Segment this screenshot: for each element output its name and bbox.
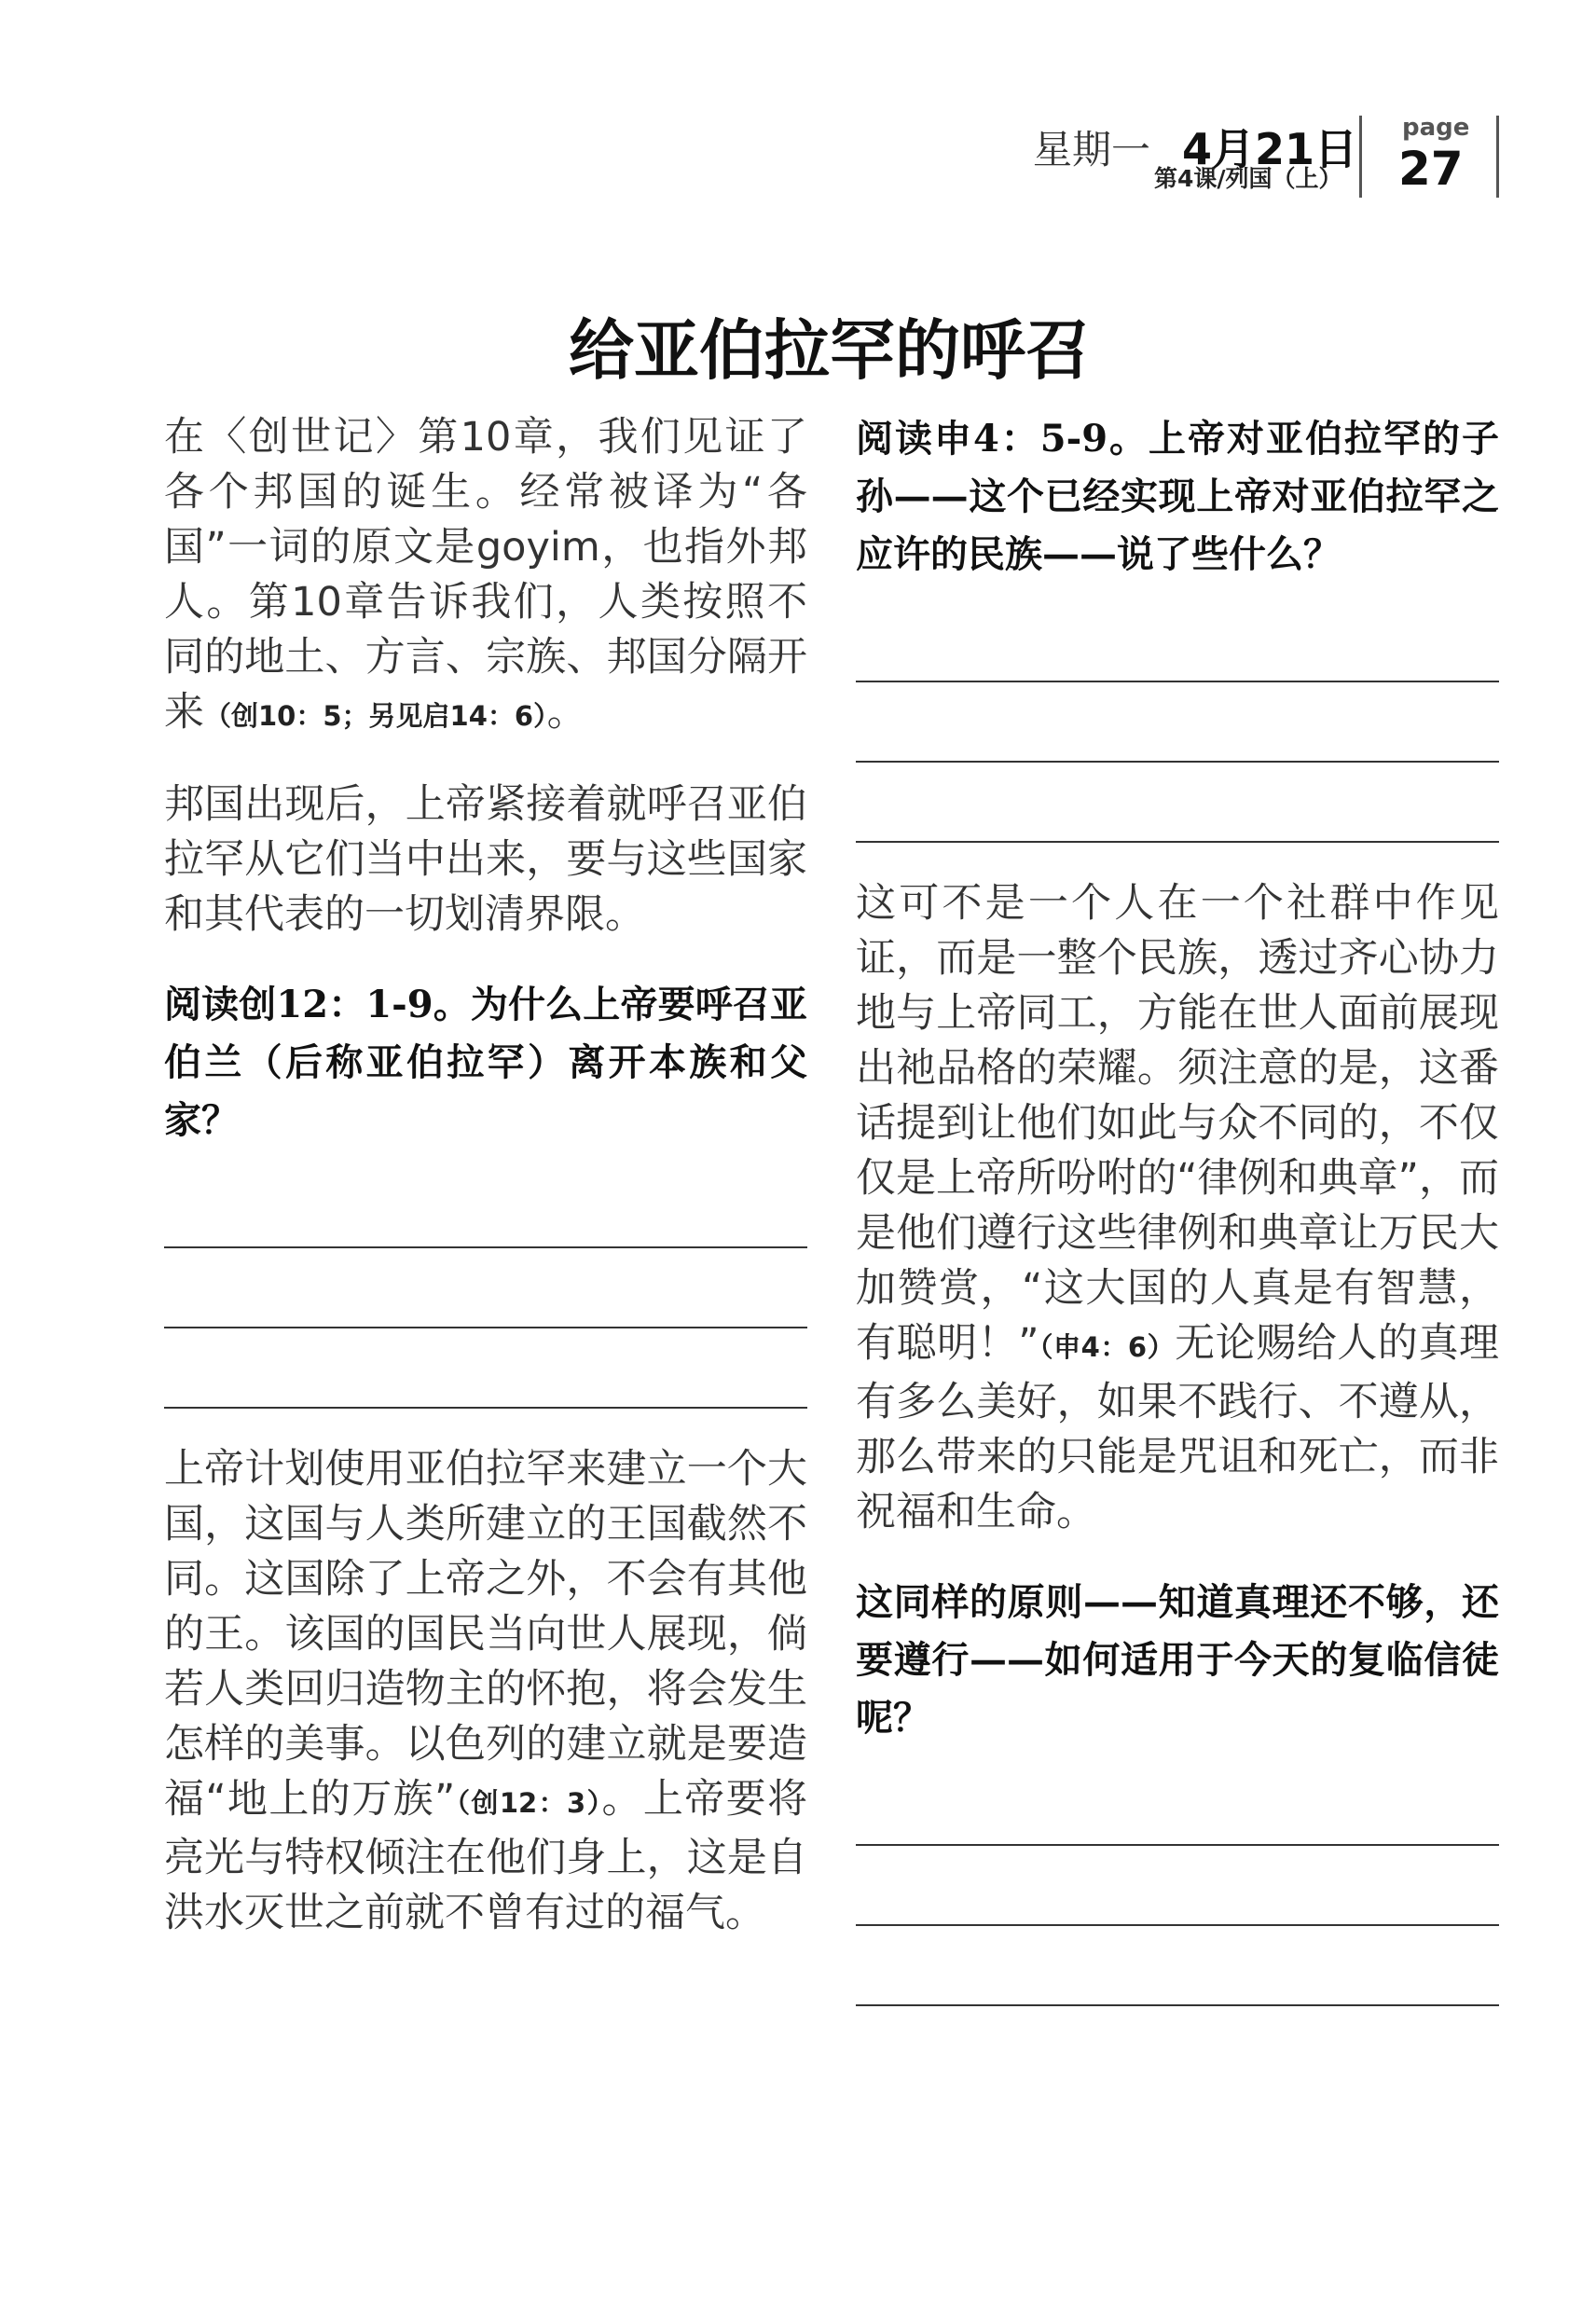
answer-line[interactable] (856, 1766, 1499, 1846)
scripture-reference: （申4：6） (1039, 1331, 1176, 1363)
answer-line[interactable] (164, 1168, 807, 1248)
paragraph-intro (164, 410, 807, 744)
study-question: 阅读申4：5-9。上帝对亚伯拉罕的子孙——这个已经实现上帝对亚伯拉罕之应许的民族——说了些什么？ (856, 417, 1499, 576)
page-label: page (1402, 114, 1470, 142)
paragraph-text: 在〈创世记〉第10章，我们见证了各个邦国的诞生。经常被译为“各国”一词的原文是goyim，也指外邦人。第10章告诉我们，人类按照不同的地土、方言、宗族、邦国分隔开来 (164, 414, 807, 736)
right-column (856, 410, 1499, 2040)
answer-lines[interactable] (856, 1766, 1499, 2006)
paragraph-text: 上帝计划使用亚伯拉罕来建立一个大国，这国与人类所建立的王国截然不同。这国除了上帝之外，不会有其他的王。该国的国民当向世人展现，倘若人类回归造物主的怀抱，将会发生怎样的美事。以色列的建立就是要造福“地上的万族” (164, 1446, 807, 1823)
paragraph-text: 这可不是一个人在一个社群中作见证，而是一整个民族，透过齐心协力地与上帝同工，方能在世人面前展现出祂品格的荣耀。须注意的是，这番话提到让他们如此与众不同的，不仅仅是上帝所吩咐的“律例和典章”，而是他们遵行这些律例和典章让万民大加赞赏，“这大国的人真是有智慧，有聪明！” (856, 880, 1499, 1367)
weekday: 星期一 (1033, 127, 1151, 172)
answer-line[interactable] (164, 1248, 807, 1328)
answer-lines[interactable] (856, 602, 1499, 843)
left-column (164, 410, 807, 1975)
answer-line[interactable] (164, 1328, 807, 1409)
page-number: 27 (1398, 142, 1464, 196)
paragraph-nation (164, 1442, 807, 1941)
paragraph-text-end: 。 (546, 689, 587, 736)
header-divider (1359, 116, 1362, 198)
answer-lines[interactable] (164, 1168, 807, 1409)
date: 4月21日 (1182, 124, 1358, 174)
answer-line[interactable] (856, 1926, 1499, 2006)
paragraph-call: 邦国出现后，上帝紧接着就呼召亚伯拉罕从它们当中出来，要与这些国家和其代表的一切划清界限。 (164, 781, 807, 938)
header-divider-right (1496, 116, 1499, 198)
paragraph-text-end: 无论赐给人的真理有多么美好，如果不践行、不遵从，那么带来的只能是咒诅和死亡，而非祝福和生命。 (856, 1320, 1500, 1535)
study-question: 阅读创12：1-9。为什么上帝要呼召亚伯兰（后称亚伯拉罕）离开本族和父家？ (164, 983, 807, 1142)
paragraph-witness (856, 876, 1499, 1540)
scripture-reference: （创12：3） (455, 1787, 602, 1819)
answer-line[interactable] (856, 602, 1499, 682)
scripture-reference: （创10：5；另见启14：6） (204, 700, 547, 732)
study-question: 这同样的原则——知道真理还不够，还要遵行——如何适用于今天的复临信徒呢？ (856, 1580, 1499, 1740)
answer-line[interactable] (856, 682, 1499, 763)
lesson-label: 第4课/列国（上） (1154, 165, 1342, 192)
paragraph-text-end: 。上帝要将亮光与特权倾注在他们身上，这是自洪水灭世之前就不曾有过的福气。 (164, 1776, 807, 1936)
answer-line[interactable] (856, 1846, 1499, 1926)
page-title: 给亚伯拉罕的呼召 (569, 311, 1091, 389)
answer-line[interactable] (856, 763, 1499, 843)
